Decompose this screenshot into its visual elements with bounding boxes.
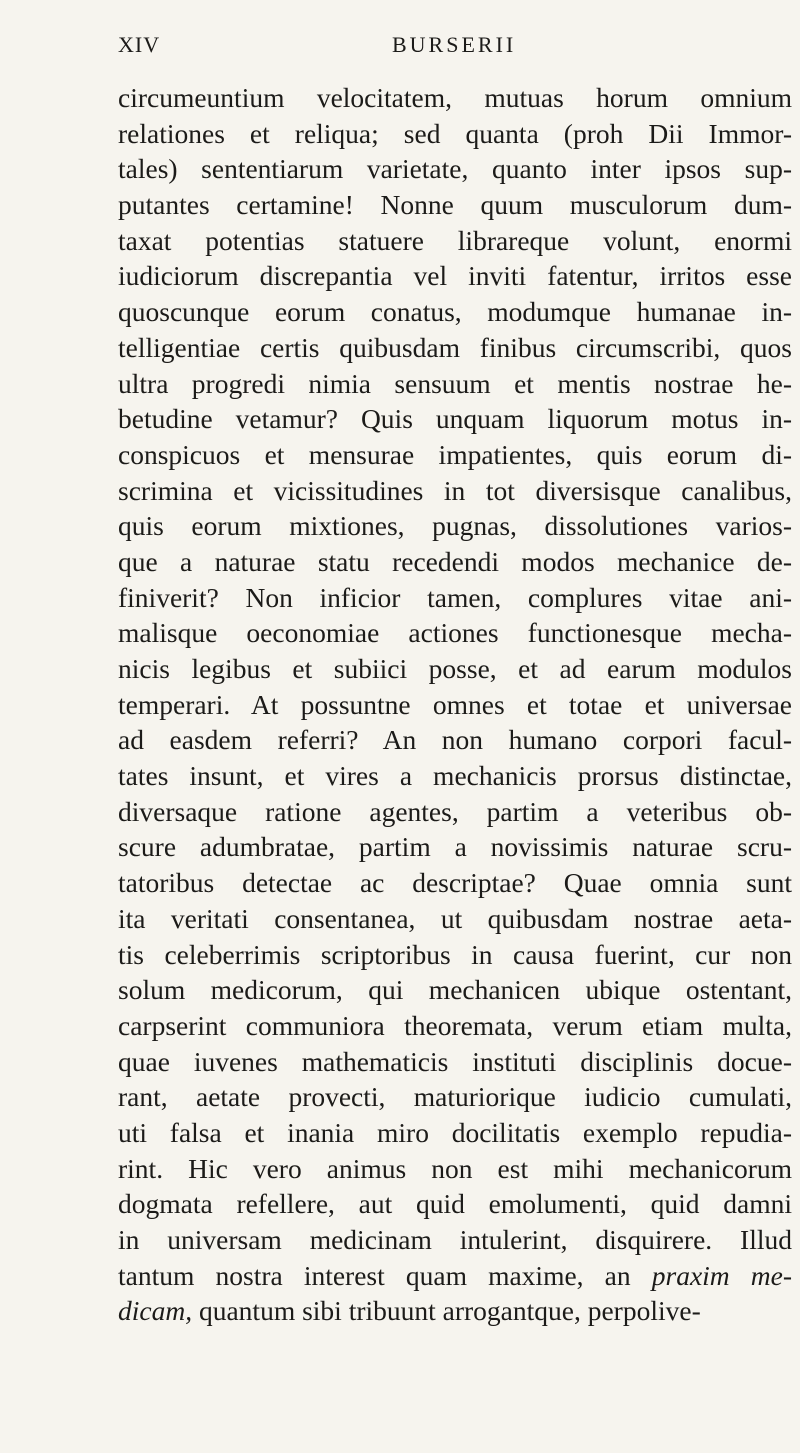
text-line: relationes et reliqua; sed quanta (proh Dii Immor- — [118, 117, 792, 149]
italic-term: dicam, — [118, 1295, 193, 1327]
text-line: rant, aetate provecti, maturiorique iudicio cumulati, — [118, 1081, 792, 1113]
text-line: betudine vetamur? Quis unquam liquorum motus in- — [118, 403, 792, 435]
text-line: quae iuvenes mathematicis instituti disciplinis docue- — [118, 1045, 792, 1077]
text-line: iudiciorum discrepantia vel inviti fatentur, irritos esse — [118, 260, 792, 292]
italic-term: praxim me- — [651, 1259, 792, 1291]
text-line: rint. Hic vero animus non est mihi mechanicorum — [118, 1152, 792, 1184]
text-line: taxat potentias statuere librareque volunt, enormi — [118, 224, 792, 256]
text-line: tantum nostra interest quam maxime, an praxim me- — [118, 1259, 792, 1291]
text-line: ultra progredi nimia sensuum et mentis nostrae he- — [118, 367, 792, 399]
text-line: putantes certamine! Nonne quum musculorum dum- — [118, 189, 792, 221]
text-line: malisque oeconomiae actiones functionesque mecha- — [118, 617, 792, 649]
text-line: carpserint communiora theoremata, verum etiam multa, — [118, 1009, 792, 1041]
text-line: ad easdem referri? An non humano corpori facul- — [118, 724, 792, 756]
text-line: tatoribus detectae ac descriptae? Quae omnia sunt — [118, 867, 792, 899]
text-line: diversaque ratione agentes, partim a veteribus ob- — [118, 795, 792, 827]
text-line: scrimina et vicissitudines in tot diversisque canalibus, — [118, 474, 792, 506]
text-line: solum medicorum, qui mechanicen ubique ostentant, — [118, 974, 792, 1006]
text-line: que a naturae statu recedendi modos mechanice de- — [118, 545, 792, 577]
text-line: dogmata refellere, aut quid emolumenti, quid damni — [118, 1188, 792, 1220]
text-line: telligentiae certis quibusdam finibus circumscribi, quos — [118, 331, 792, 363]
text-line: finiverit? Non inficior tamen, complures vitae ani- — [118, 581, 792, 613]
text-line: tis celeberrimis scriptoribus in causa fuerint, cur non — [118, 938, 792, 970]
text-line: quis eorum mixtiones, pugnas, dissolutiones varios- — [118, 510, 792, 542]
text-line: nicis legibus et subiici posse, et ad earum modulos — [118, 653, 792, 684]
text-line: dicam, quantum sibi tribuunt arrogantque, perpolive- — [118, 1295, 701, 1327]
text-line: uti falsa et inania miro docilitatis exemplo repudia- — [118, 1116, 792, 1148]
text-line: tates insunt, et vires a mechanicis prorsus distinctae, — [118, 760, 792, 792]
page-header — [0, 18, 800, 58]
text-line: tales) sententiarum varietate, quanto inter ipsos sup- — [118, 153, 792, 185]
body-text — [118, 80, 792, 1329]
text-line: conspicuos et mensurae impatientes, quis eorum di- — [118, 438, 792, 470]
running-head: BURSERII — [392, 32, 517, 57]
text-line: ita veritati consentanea, ut quibusdam nostrae aeta- — [118, 902, 792, 934]
text-line: temperari. At possuntne omnes et totae et universae — [118, 688, 792, 720]
page-number: XIV — [118, 32, 161, 57]
text-line: circumeuntium velocitatem, mutuas horum omnium — [118, 82, 792, 113]
text-line: in universam medicinam intulerint, disquirere. Illud — [118, 1224, 792, 1255]
text-line: quoscunque eorum conatus, modumque humanae in- — [118, 296, 792, 328]
text-line: scure adumbratae, partim a novissimis naturae scru- — [118, 831, 792, 863]
